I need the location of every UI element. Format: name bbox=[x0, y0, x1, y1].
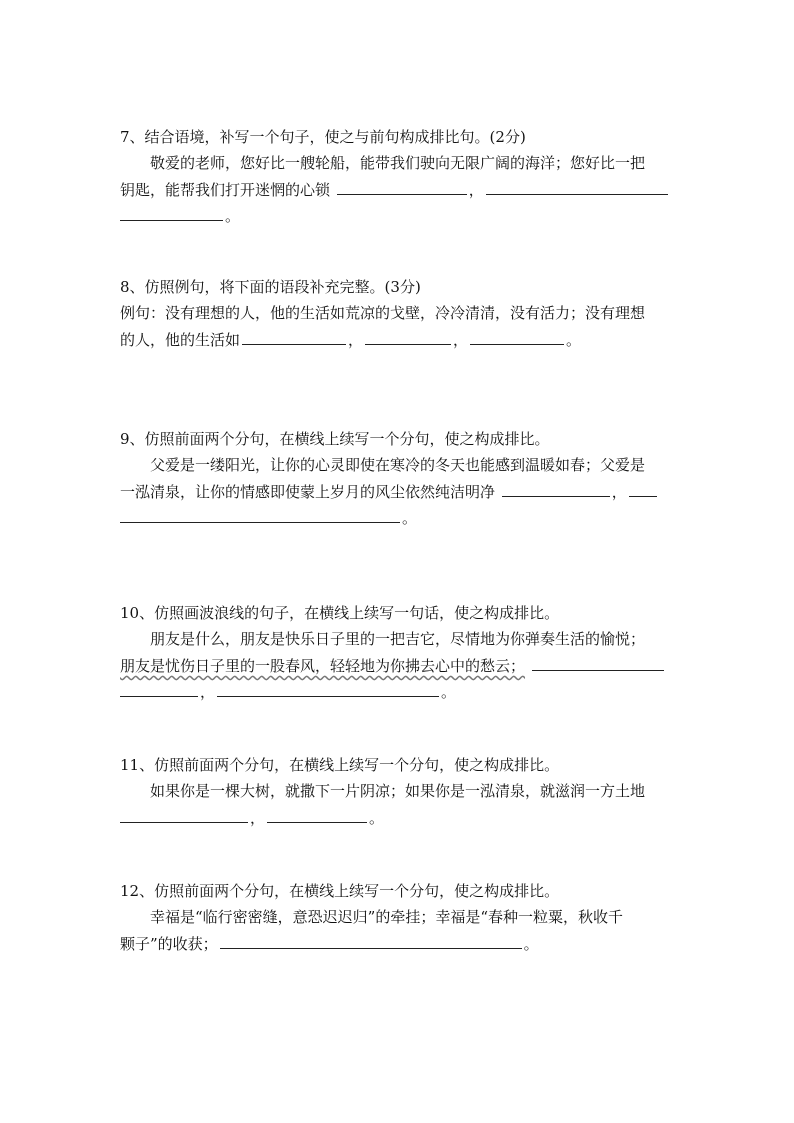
answer-blank[interactable] bbox=[217, 678, 439, 697]
wavy-underlined-sentence: 朋友是忧伤日子里的一股春风，轻轻地为你拂去心中的愁云； bbox=[120, 657, 526, 675]
question-text: 例句：没有理想的人，他的生活如荒凉的戈壁，冷冷清清，没有活力；没有理想 bbox=[120, 304, 646, 322]
question-9 bbox=[120, 426, 680, 530]
punctuation: ， bbox=[348, 331, 364, 349]
punctuation: ， bbox=[200, 683, 216, 701]
question-heading: 11、仿照前面两个分句，在横线上续写一个分句，使之构成排比。 bbox=[120, 756, 560, 774]
question-text-line bbox=[120, 478, 680, 504]
punctuation: ， bbox=[453, 331, 469, 349]
punctuation: 。 bbox=[402, 509, 418, 527]
answer-blank[interactable] bbox=[120, 504, 400, 523]
answer-blank[interactable] bbox=[120, 202, 223, 221]
question-heading: 12、仿照前面两个分句，在横线上续写一个分句，使之构成排比。 bbox=[120, 882, 560, 900]
answer-blank[interactable] bbox=[629, 478, 657, 497]
question-text: 的人，他的生活如 bbox=[120, 331, 241, 349]
question-text: 如果你是一棵大树，就撒下一片阴凉；如果你是一泓清泉，就滋润一方土地 bbox=[150, 782, 646, 800]
question-text: 朋友是什么，朋友是快乐日子里的一把吉它，尽情地为你弹奏生活的愉悦； bbox=[150, 630, 646, 648]
punctuation: ， bbox=[250, 809, 266, 827]
punctuation: 。 bbox=[369, 809, 385, 827]
punctuation: ， bbox=[468, 181, 484, 199]
question-7 bbox=[120, 124, 680, 228]
punctuation: 。 bbox=[566, 331, 582, 349]
question-text: 一泓清泉，让你的情感即使蒙上岁月的风尘依然纯洁明净 bbox=[120, 483, 496, 501]
question-text-line bbox=[120, 652, 680, 678]
question-text-line bbox=[120, 804, 680, 830]
question-text: 父爱是一缕阳光，让你的心灵即使在寒冷的冬天也能感到温暖如春；父爱是 bbox=[150, 456, 646, 474]
question-10 bbox=[120, 600, 680, 704]
punctuation: ， bbox=[611, 483, 627, 501]
question-text-line bbox=[120, 504, 680, 530]
question-text: 幸福是“临行密密缝，意恐迟迟归”的牵挂；幸福是“春种一粒粟，秋收千 bbox=[150, 908, 624, 926]
answer-blank[interactable] bbox=[532, 652, 664, 671]
answer-blank[interactable] bbox=[120, 678, 198, 697]
question-heading: 7、结合语境，补写一个句子，使之与前句构成排比句。(2分) bbox=[120, 128, 526, 146]
question-text: 钥匙，能帮我们打开迷惘的心锁 bbox=[120, 181, 331, 199]
punctuation: 。 bbox=[523, 935, 539, 953]
question-11 bbox=[120, 752, 680, 830]
question-text-line bbox=[120, 202, 680, 228]
question-text: 颗子”的收获； bbox=[120, 935, 218, 953]
question-text: 敬爱的老师，您好比一艘轮船，能带我们驶向无限广阔的海洋；您好比一把 bbox=[150, 154, 646, 172]
answer-blank[interactable] bbox=[337, 176, 467, 195]
punctuation: 。 bbox=[441, 683, 457, 701]
answer-blank[interactable] bbox=[365, 326, 451, 345]
question-heading: 9、仿照前面两个分句，在横线上续写一个分句，使之构成排比。 bbox=[120, 430, 550, 448]
question-text-line bbox=[120, 326, 680, 352]
question-heading: 8、仿照例句，将下面的语段补充完整。(3分) bbox=[120, 278, 421, 296]
question-heading: 10、仿照画波浪线的句子，在横线上续写一句话，使之构成排比。 bbox=[120, 604, 560, 622]
answer-blank[interactable] bbox=[486, 176, 668, 195]
question-text-line bbox=[120, 678, 680, 704]
question-8 bbox=[120, 274, 680, 352]
answer-blank[interactable] bbox=[220, 930, 522, 949]
question-text-line bbox=[120, 930, 680, 956]
answer-blank[interactable] bbox=[120, 804, 248, 823]
punctuation: 。 bbox=[225, 207, 241, 225]
question-text-line bbox=[120, 176, 680, 202]
answer-blank[interactable] bbox=[470, 326, 564, 345]
answer-blank[interactable] bbox=[502, 478, 610, 497]
answer-blank[interactable] bbox=[267, 804, 367, 823]
question-12 bbox=[120, 878, 680, 956]
answer-blank[interactable] bbox=[242, 326, 346, 345]
